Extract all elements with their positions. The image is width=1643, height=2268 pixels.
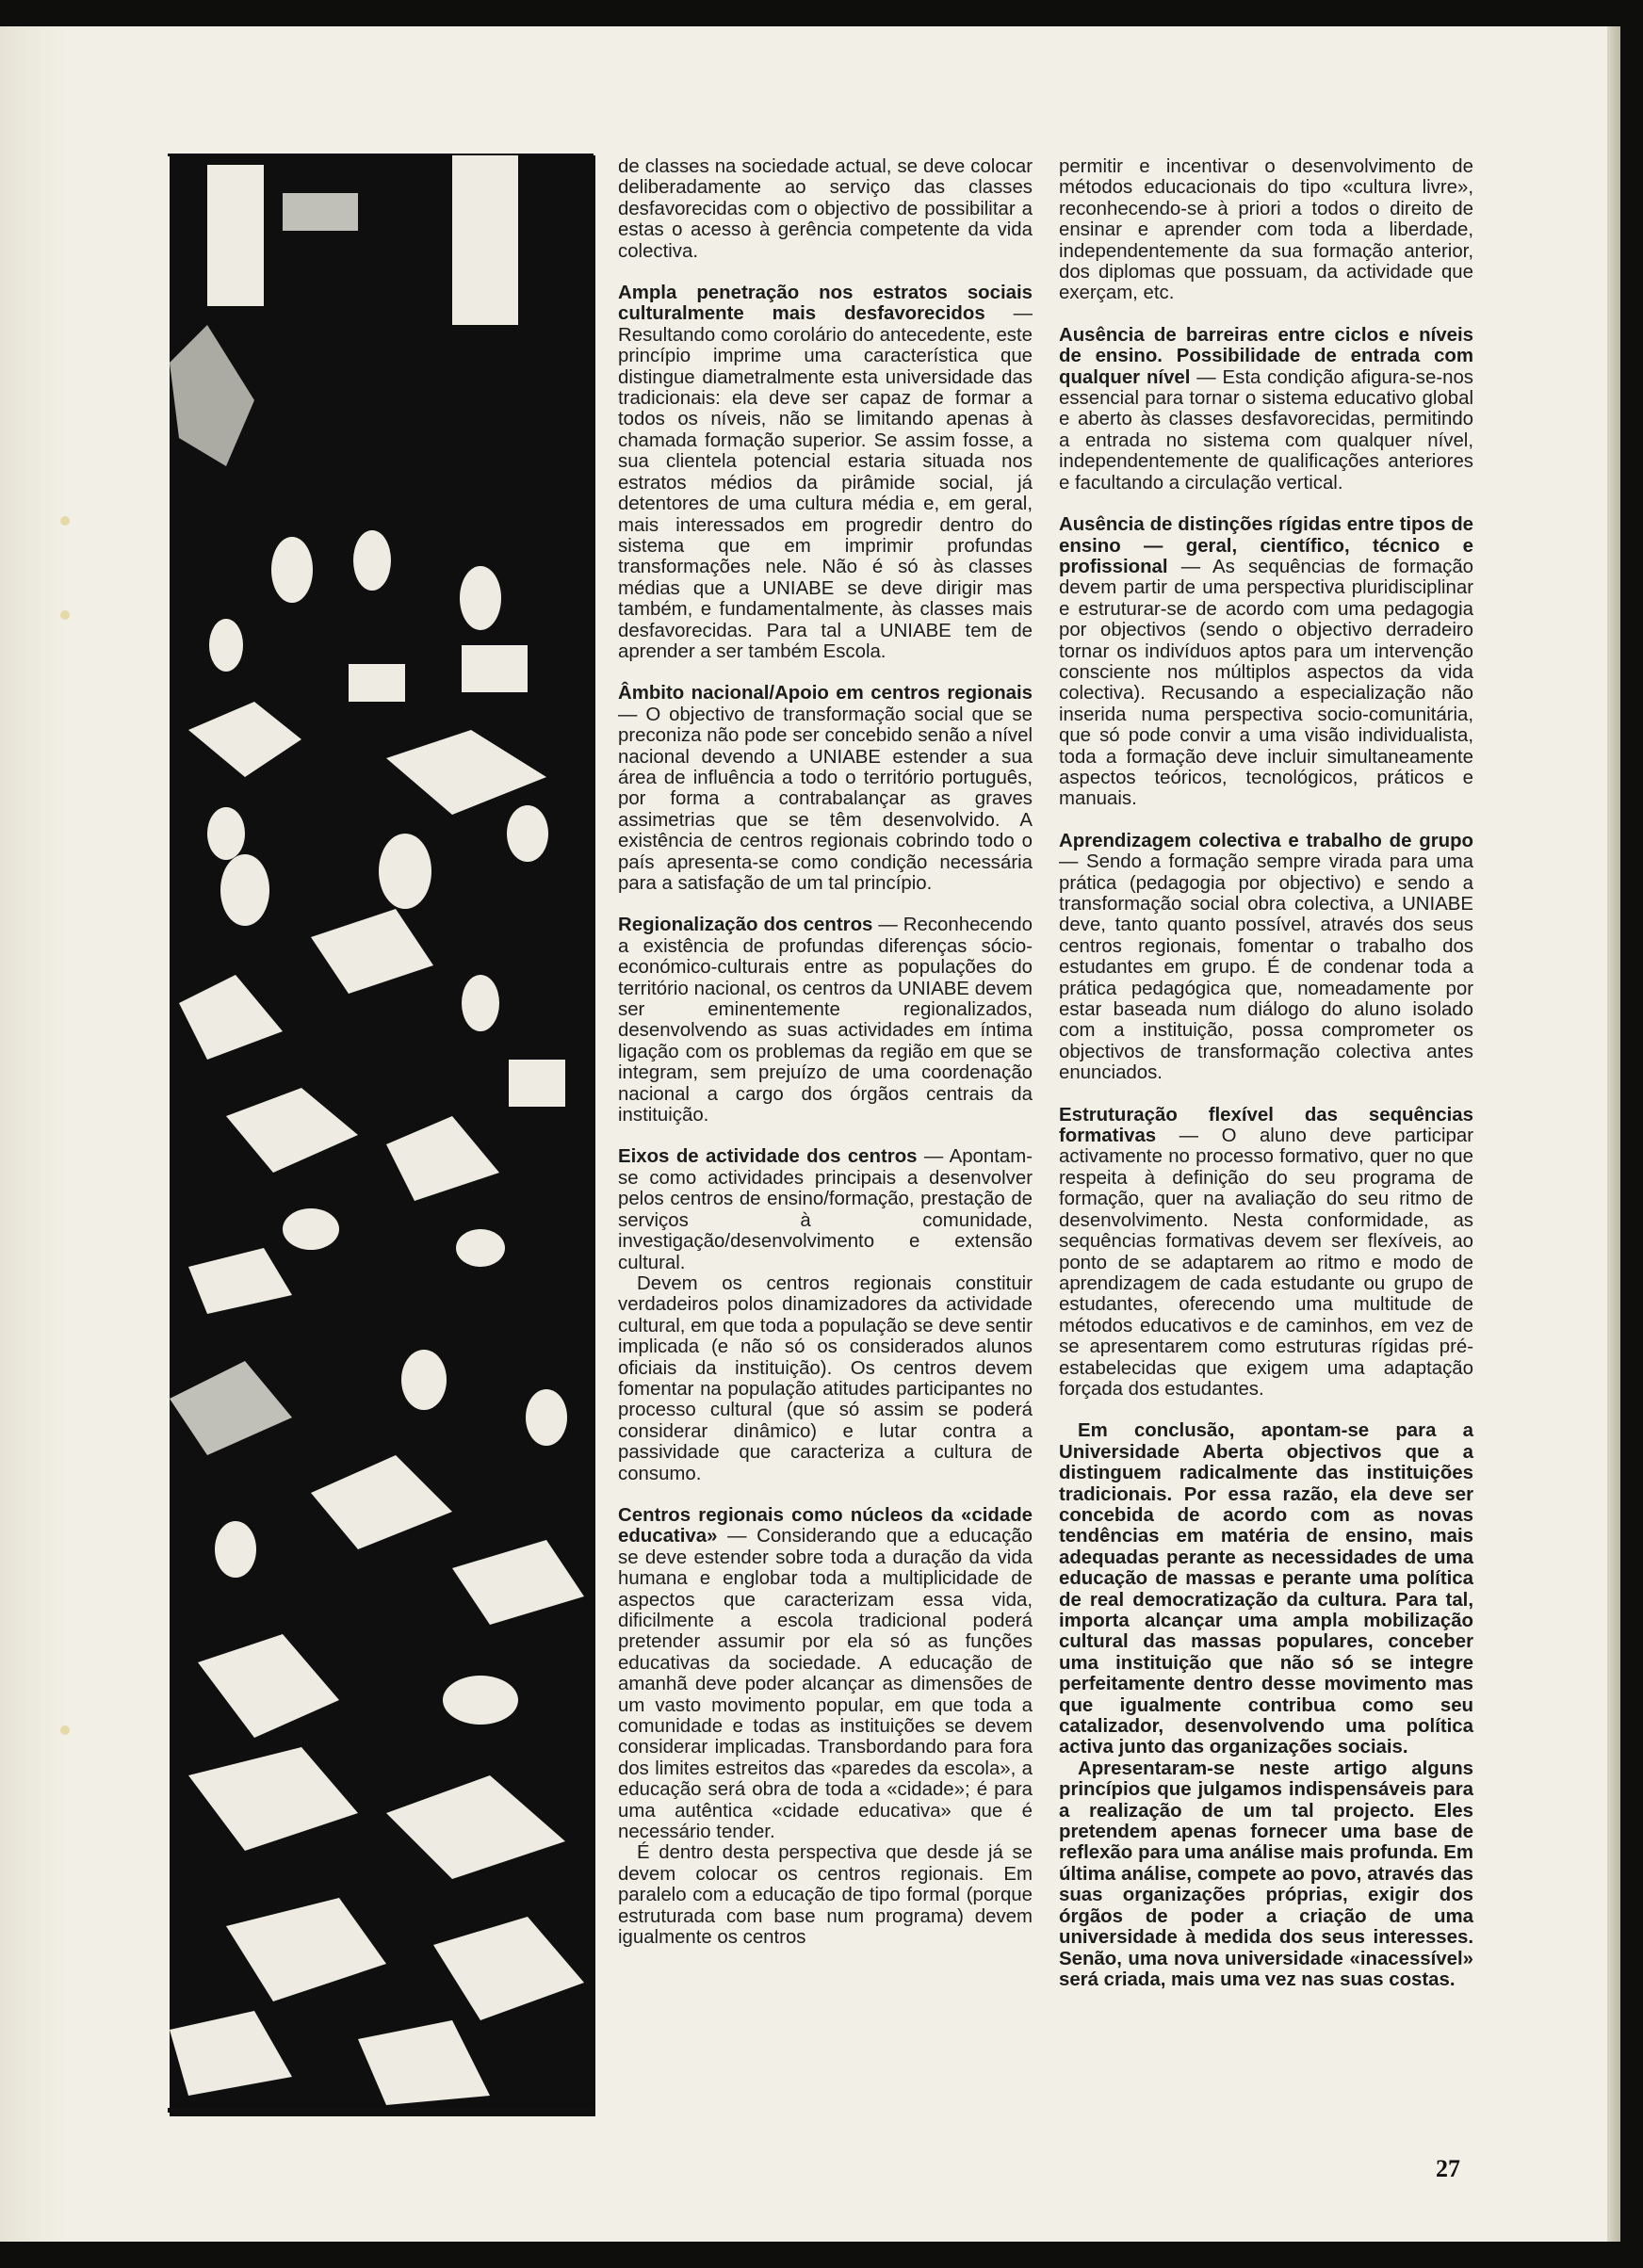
section-body: — Considerando que a educação se deve estender sobre toda a duração da vida humana e englobar toda a multiplicidade de aspectos que caracterizam essa vida, dificilmente a escola tradicional poderá pretender assumir por ela só as funções educativas da sociedade. A educação de amanhã deve poder alcançar as dimensões de um vasto movimento popular, em que toda a comunidade e todas as instituições se devem considerar implicadas. Transbordando para fora dos limites estreitos das «paredes da escola», a educação será obra de toda a «cidade»; é para uma autêntica «cidade educativa» que é necessário tender.	[618, 1526, 1033, 1843]
section-heading: Regionalização dos centros	[618, 915, 873, 936]
text-column-1	[618, 156, 1033, 1949]
section-heading: Estruturação flexível das sequências formativas	[1059, 1104, 1473, 1147]
section-body: — As sequências de formação devem partir de uma perspectiva pluridisciplinar e estruturar-se de acordo com uma pedagogia por objectivos (sendo o objectivo derradeiro tornar os indivíduos aptos para um intervenção consciente nos múltiplos aspectos da vida colectiva). Recusando a especialização não inserida numa perspectiva socio-comunitária, que só pode convir a uma visão individualista, toda a formação deve incluir simultaneamente aspectos teóricos, tecnológicos, práticos e manuais.	[1059, 556, 1473, 810]
section-body: — Apontam-se como actividades principais a desenvolver pelos centros de ensino/formação, prestação de serviços à comunidade, investigação/desenvolvimento e extensão cultural.	[618, 1146, 1033, 1273]
section-body: — Sendo a formação sempre virada para uma prática (pedagogia por objectivo) e sendo a transformação social obra colectiva, a UNIABE deve, tanto quanto possível, através dos seus centros regionais, fomentar o trabalho dos estudantes em grupo. É de condenar toda a prática pedagógica que, nomeadamente por estar baseada num diálogo do aluno isolado com a instituição, possa comprometer os objectivos de transformação colectiva antes enunciados.	[1059, 851, 1473, 1084]
binding-hole	[60, 516, 70, 526]
section-eixos-actividade	[618, 1146, 1033, 1272]
section-heading: Ausência de barreiras entre ciclos e níveis de ensino. Possibilidade de entrada com qualquer nível	[1059, 324, 1473, 388]
section-estruturacao-flexivel	[1059, 1105, 1473, 1401]
page-edge	[1607, 26, 1620, 2242]
section-ampla-penetracao	[618, 283, 1033, 662]
paragraph: permitir e incentivar o desenvolvimento de métodos educacionais do tipo «cultura livre», reconhecendo-se à priori a todos o direito de ensinar e aprender com toda a liberdade, independentemente da sua formação anterior, dos diplomas que possuam, da actividade que exerçam, etc.	[1059, 156, 1473, 304]
page-number: 27	[1436, 2155, 1460, 2182]
conclusion-paragraph: Apresentaram-se neste artigo alguns princípios que julgamos indispensáveis para a realização de um tal projecto. Eles pretendem apenas fornecer uma base de reflexão para uma análise mais profunda. Em última análise, compete ao povo, através das suas organizações próprias, exigir dos órgãos de poder a criação de uma universidade à medida dos seus interesses. Senão, uma nova universidade «inacessível» será criada, mais uma vez nas suas costas.	[1059, 1758, 1473, 1990]
section-heading: Eixos de actividade dos centros	[618, 1146, 918, 1168]
conclusion-paragraph: Em conclusão, apontam-se para a Universidade Aberta objectivos que a distinguem radicalmente das instituições tradicionais. Por essa razão, ela deve ser concebida de acordo com as novas tendências em matéria de ensino, mais adequadas perante as necessidades de uma educação de massas e perante uma política de real democratização da cultura. Para tal, importa alcançar uma ampla mobilização cultural das massas populares, conceber uma instituição que não só se integre perfeitamente dentro desse movimento mas que igualmente contribua como seu catalizador, desenvolvendo uma política activa junto das organizações sociais.	[1059, 1420, 1473, 1758]
paragraph: É dentro desta perspectiva que desde já se devem colocar os centros regionais. Em paralelo com a educação de tipo formal (porque estruturada com base num programa) devem igualmente os centros	[618, 1842, 1033, 1949]
section-heading: Âmbito nacional/Apoio em centros regionais	[618, 683, 1033, 705]
photo-bottom-rule	[168, 2108, 594, 2113]
paragraph: de classes na sociedade actual, se deve colocar deliberadamente ao serviço das classes desfavorecidas com o objectivo de possibilitar a estas o acesso à gerência competente da vida colectiva.	[618, 156, 1033, 262]
text-column-2	[1059, 156, 1473, 1990]
section-body: — Esta condição afigura-se-nos essencial para tornar o sistema educativo global e aberto às classes desfavorecidas, permitindo a entrada no sistema com qualquer nível, independentemente de qualificações anteriores e facultando a circulação vertical.	[1059, 366, 1473, 494]
section-aprendizagem-colectiva	[1059, 831, 1473, 1084]
binding-edge	[0, 26, 66, 2242]
binding-hole	[60, 610, 70, 620]
section-heading: Aprendizagem colectiva e trabalho de grupo	[1059, 830, 1473, 851]
section-body: — Resultando como corolário do antecedente, este princípio imprime uma característica que distingue diametralmente esta universidade das tradicionais: ela deve ser capaz de formar a todos os níveis, não se limitando apenas à chamada formação superior. Se assim fosse, a sua clientela potencial estaria situada nos estratos médios da pirâmide social, já detentores de uma cultura média e, em geral, mais interessados em progredir dentro do sistema que em imprimir profundas transformações nele. Não é só às classes médias que a UNIABE se deve dirigir mas também, e fundamentalmente, às classes mais desfavorecidas. Para tal a UNIABE tem de aprender a ser também Escola.	[618, 303, 1033, 662]
section-body: — Reconhecendo a existência de profundas diferenças sócio-económico-culturais entre as populações do território nacional, os centros da UNIABE devem ser eminentemente regionalizados, desenvolvendo as suas actividades em íntima ligação com os problemas da região em que se integram, sem prejuízo de uma coordenação nacional a cargo dos órgãos centrais da instituição.	[618, 915, 1033, 1126]
crowd-photo	[170, 155, 595, 2116]
section-ambito-nacional	[618, 683, 1033, 894]
section-body: — O objectivo de transformação social que se preconiza não pode ser concebido senão a nível nacional devendo a UNIABE estender a sua área de influência a todo o território português, por forma a contrabalançar as graves assimetrias que se têm desenvolvido. A existência de centros regionais cobrindo todo o país apresenta-se como condição necessária para a satisfação de um tal princípio.	[618, 704, 1033, 894]
section-heading: Ampla penetração nos estratos sociais culturalmente mais desfavorecidos	[618, 283, 1033, 325]
section-cidade-educativa	[618, 1505, 1033, 1843]
section-body: — O aluno deve participar activamente no processo formativo, quer no que respeita à definição do seu programa de formação, quer na avaliação do seu ritmo de desenvolvimento. Nesta conformidade, as sequências formativas devem ser flexíveis, ao ponto de se adaptarem ao ritmo e modo de aprendizagem de cada estudante ou grupo de estudantes, oferecendo uma multitude de métodos educativos e de caminhos, em vez de se apresentarem como estruturas rígidas pré-estabelecidas que exigem uma adaptação forçada dos estudantes.	[1059, 1126, 1473, 1400]
section-regionalizacao	[618, 915, 1033, 1126]
section-ausencia-distincoes	[1059, 514, 1473, 810]
binding-hole	[60, 1725, 70, 1735]
section-heading: Ausência de distinções rígidas entre tipos de ensino — geral, científico, técnico e profissional	[1059, 514, 1473, 577]
section-ausencia-barreiras	[1059, 325, 1473, 494]
section-heading: Centros regionais como núcleos da «cidade educativa»	[618, 1504, 1033, 1547]
paragraph: Devem os centros regionais constituir verdadeiros polos dinamizadores da actividade cultural, em que toda a população se deve sentir implicada (e não só os considerados alunos oficiais da instituição). Os centros devem fomentar na população atitudes participantes no processo cultural (que só assim se poderá considerar dinâmico) e lutar contra a passividade que caracteriza a cultura de consumo.	[618, 1272, 1033, 1484]
